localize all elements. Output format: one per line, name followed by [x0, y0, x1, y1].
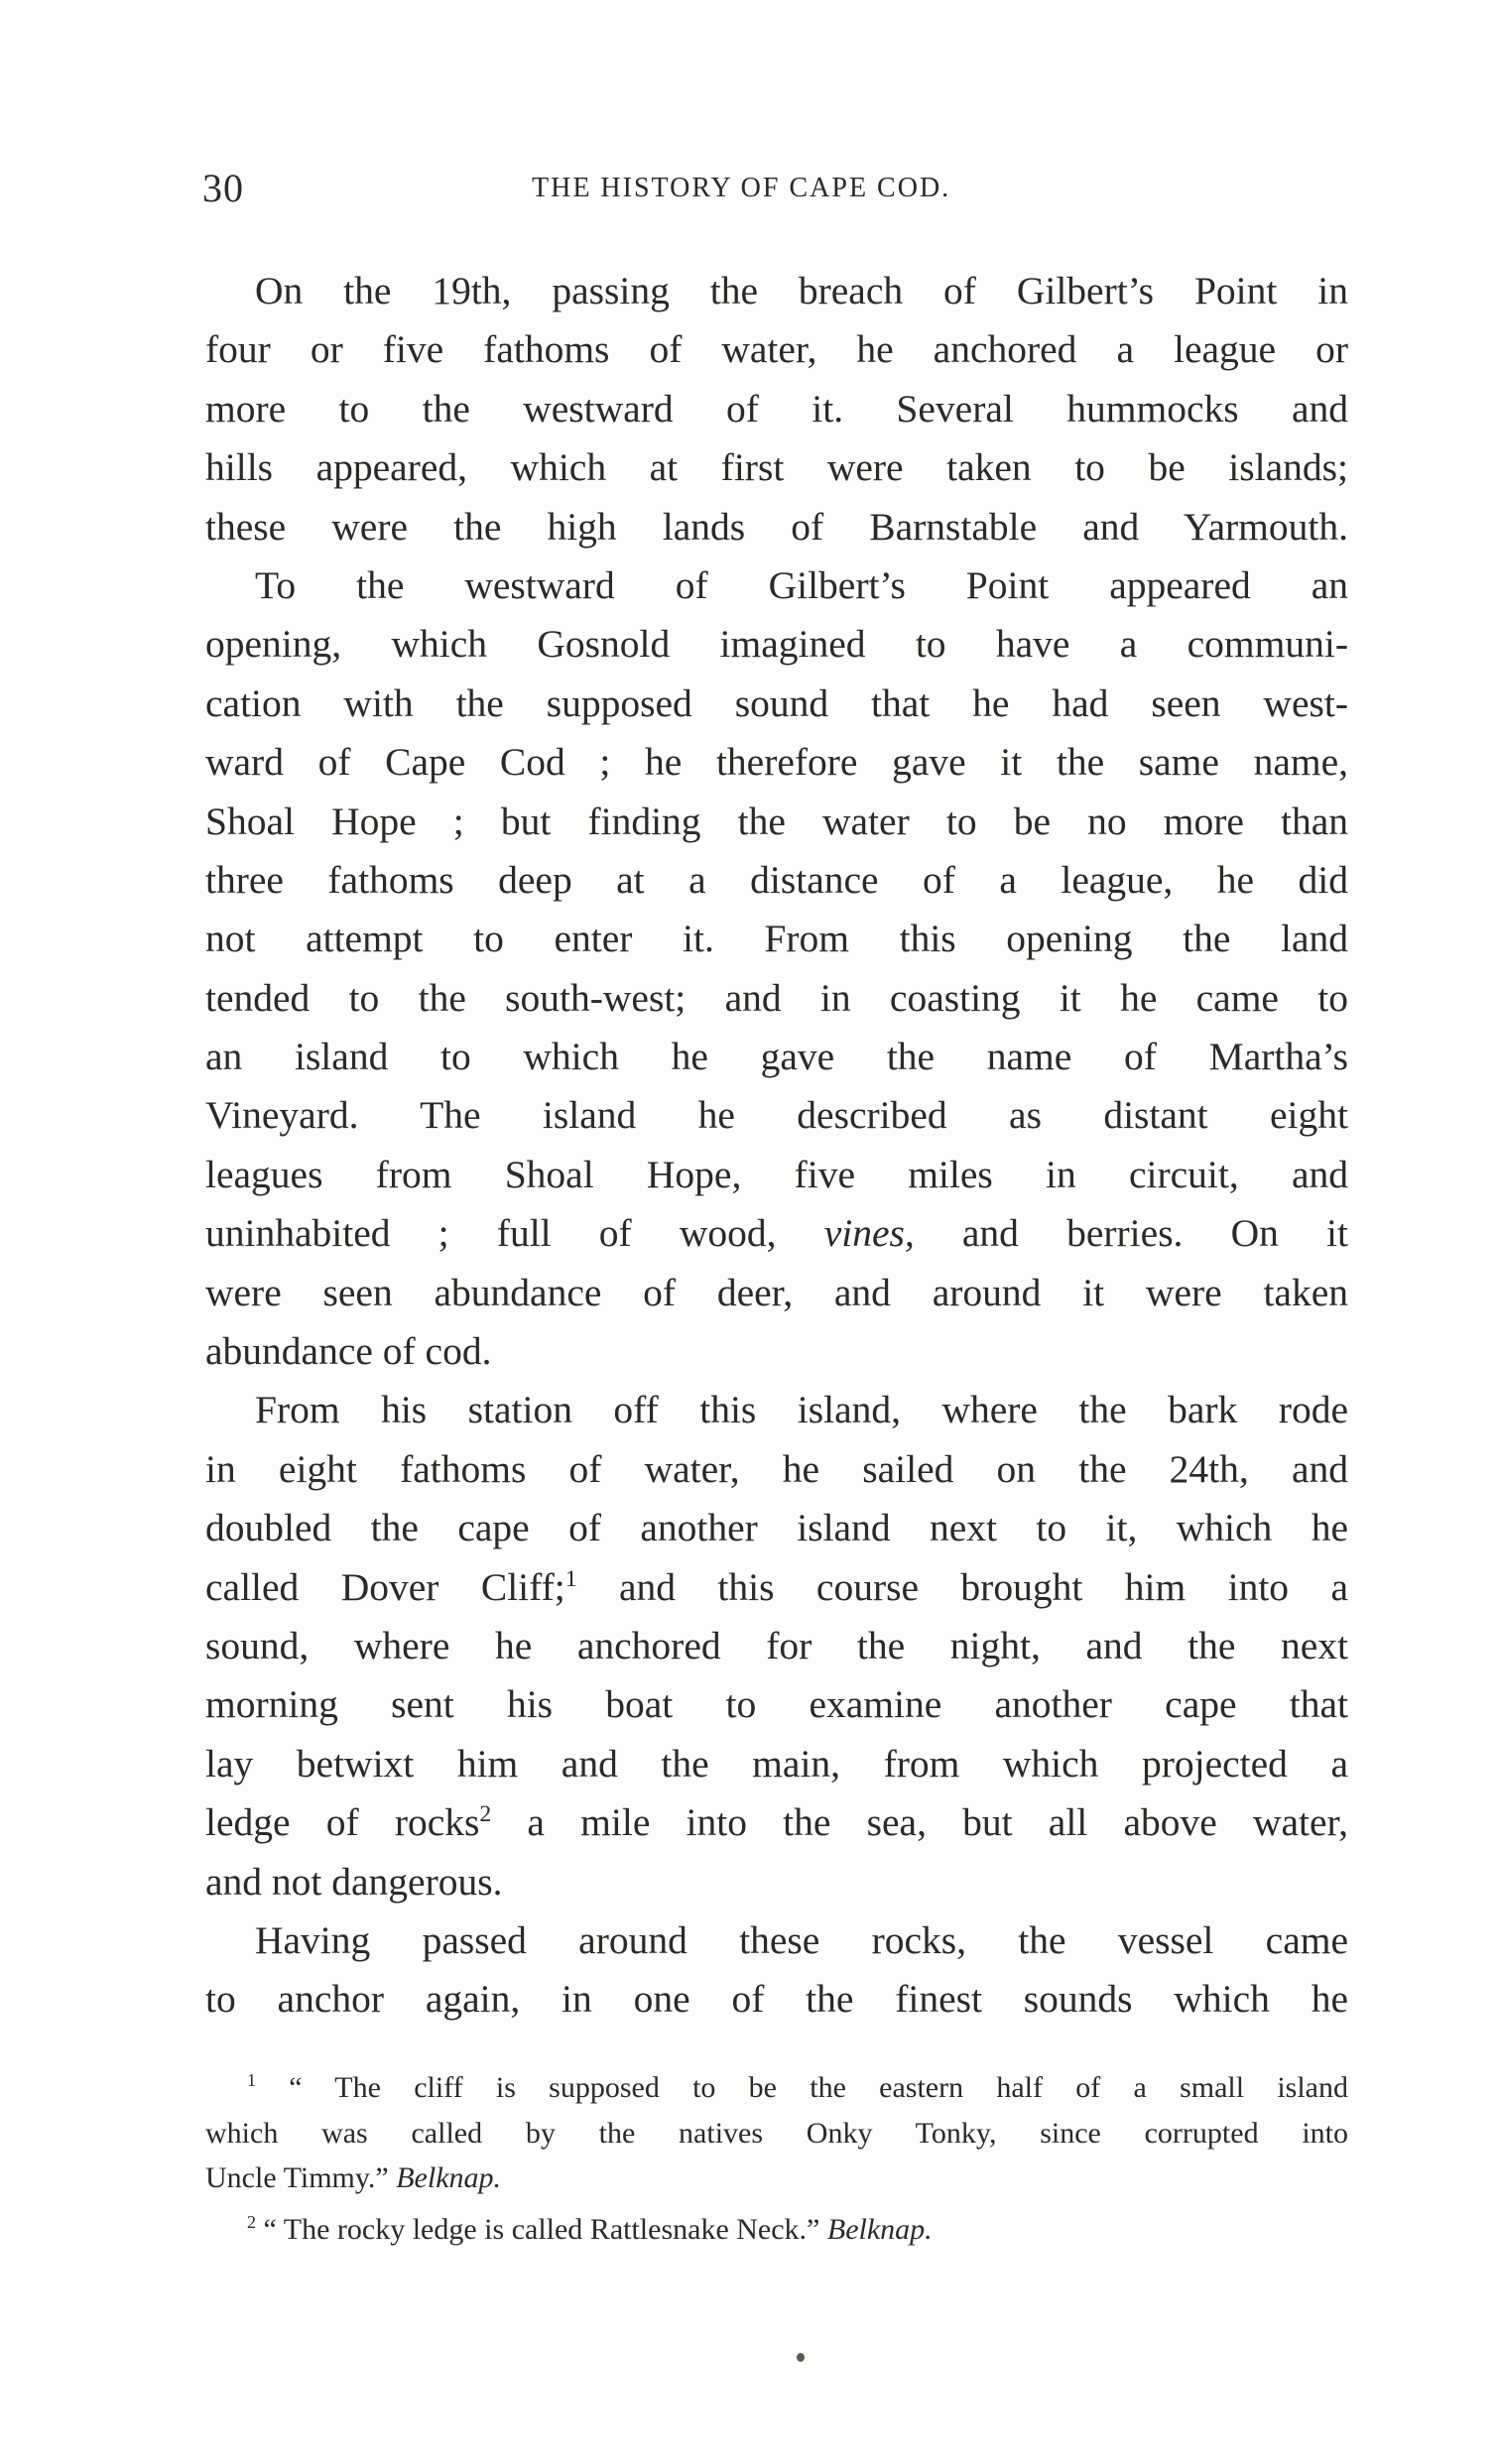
- footnote-source: Belknap.: [826, 2212, 933, 2246]
- text-line: [205, 1558, 1348, 1617]
- text-line: On the 19th, passing the breach of Gilbert’s Point in: [255, 269, 1348, 312]
- text-line: lay betwixt him and the main, from which projected a: [205, 1741, 1348, 1786]
- text-line: four or five fathoms of water, he anchored a league or: [205, 327, 1348, 372]
- text-line: opening, which Gosnold imagined to have a communi-: [205, 622, 1348, 667]
- text-line: these were the high lands of Barnstable and Yarmouth.: [205, 504, 1348, 549]
- text-run: a mile into the sea, but all above water,: [491, 1800, 1348, 1845]
- text-line: morning sent his boat to examine another cape that: [205, 1682, 1348, 1727]
- text-line: Vineyard. The island he described as distant eight: [205, 1093, 1348, 1138]
- text-line: Having passed around these rocks, the vessel came: [255, 1917, 1348, 1962]
- footnote-line: [205, 2156, 1348, 2201]
- footnote-marker: 2: [247, 2211, 256, 2232]
- text-line: an island to which he gave the name of Martha’s: [205, 1035, 1348, 1079]
- italic-word: vines,: [823, 1211, 915, 1256]
- text-line: hills appeared, which at first were taken to be islands;: [205, 445, 1348, 490]
- footnote-text: “ The rocky ledge is called Rattlesnake Neck.”: [263, 2212, 827, 2246]
- running-title: THE HISTORY OF CAPE COD.: [532, 173, 951, 203]
- text-line: were seen abundance of deer, and around it were taken: [205, 1270, 1348, 1314]
- text-line: abundance of cod.: [205, 1329, 492, 1374]
- text-line: From his station off this island, where the bark rode: [255, 1388, 1348, 1432]
- text-line: To the westward of Gilbert’s Point appeared an: [255, 562, 1348, 607]
- footnote-line: which was called by the natives Onky Tonky, since corrupted into: [205, 2116, 1348, 2150]
- text-line: tended to the south-west; and in coasting it he came to: [205, 975, 1348, 1020]
- text-line: cation with the supposed sound that he had seen west-: [205, 680, 1348, 725]
- text-line: doubled the cape of another island next to it, which he: [205, 1506, 1348, 1550]
- text-line: not attempt to enter it. From this opening the land: [205, 917, 1348, 961]
- text-line: more to the westward of it. Several hummocks and: [205, 386, 1348, 431]
- page-number: 30: [202, 166, 244, 210]
- text-line: to anchor again, in one of the finest sounds which he: [205, 1977, 1348, 2022]
- text-line: leagues from Shoal Hope, five miles in circuit, and: [205, 1152, 1348, 1196]
- footnotes: [205, 2065, 1348, 2252]
- footnote-ref: 1: [564, 1565, 577, 1592]
- text-line: and not dangerous.: [205, 1859, 503, 1904]
- text-run: called Dover Cliff;: [205, 1564, 565, 1609]
- footnote-text: “ The cliff is supposed to be the eastern half of a small island: [289, 2071, 1348, 2104]
- ink-speck: [797, 2353, 805, 2362]
- text-line: [205, 1204, 1348, 1263]
- text-run: uninhabited ; full of wood,: [205, 1211, 824, 1256]
- text-line: ward of Cape Cod ; he therefore gave it the same name,: [205, 740, 1348, 785]
- running-head: [0, 165, 1500, 212]
- footnote-marker: 1: [247, 2070, 256, 2090]
- footnote-line: [205, 2065, 1348, 2111]
- text-line: [205, 1793, 1348, 1852]
- body-text: [205, 262, 1348, 2030]
- text-line: in eight fathoms of water, he sailed on the 24th, and: [205, 1446, 1348, 1491]
- text-line: sound, where he anchored for the night, and the next: [205, 1623, 1348, 1667]
- text-line: Shoal Hope ; but finding the water to be no more than: [205, 799, 1348, 843]
- footnote-text: Uncle Timmy.”: [205, 2161, 397, 2194]
- footnote-source: Belknap.: [396, 2161, 502, 2194]
- text-run: and this course brought him into a: [576, 1564, 1349, 1609]
- footnote-ref: 2: [479, 1801, 492, 1827]
- text-line: three fathoms deep at a distance of a league, he did: [205, 857, 1348, 902]
- text-run: ledge of rocks: [205, 1800, 480, 1845]
- footnote-line: [205, 2207, 1348, 2253]
- text-run: and berries. On it: [914, 1211, 1348, 1256]
